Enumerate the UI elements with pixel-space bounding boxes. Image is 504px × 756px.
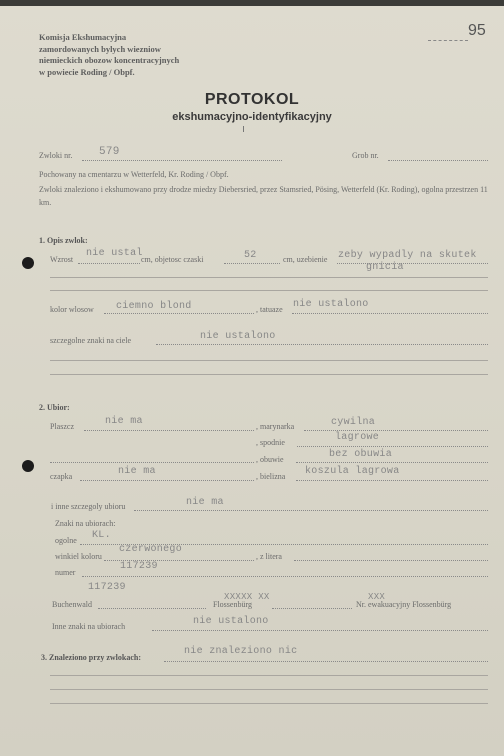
inne-znaki-label: Inne znaki na ubiorach bbox=[52, 622, 126, 631]
buchenwald-line bbox=[98, 608, 206, 609]
page-subtitle: ekshumacyjno-identyfikacyjny bbox=[172, 111, 332, 123]
header-line: w powiecie Roding / Obpf. bbox=[39, 66, 135, 77]
znaki-line bbox=[156, 344, 488, 345]
punch-hole bbox=[22, 460, 34, 472]
bielizna-label: , bielizna bbox=[256, 472, 286, 481]
spodnie-value: lagrowe bbox=[335, 432, 380, 443]
zwloki-value: 579 bbox=[99, 146, 120, 158]
inne-szczegoly-line bbox=[134, 510, 488, 511]
page-number-divider bbox=[428, 40, 468, 41]
litera-line bbox=[294, 560, 488, 561]
plaszcz-value: nie ma bbox=[105, 416, 143, 427]
ruled-line bbox=[50, 360, 488, 361]
flossenburg-line bbox=[272, 608, 352, 609]
pochowany-text: Pochowany na cmentarzu w Wetterfeld, Kr. Roding / Obpf. bbox=[39, 170, 229, 179]
czapka-line bbox=[80, 480, 254, 481]
tatuaze-label: , tatuaze bbox=[256, 305, 283, 314]
czapka-label: czapka bbox=[50, 472, 73, 481]
page-title: PROTOKOL bbox=[204, 91, 300, 108]
obuwie-value: bez obuwia bbox=[329, 449, 393, 460]
znaki-value: nie ustalono bbox=[200, 331, 276, 342]
kolor-label: kolor wlosow bbox=[50, 305, 94, 314]
plaszcz-line bbox=[84, 430, 254, 431]
zwloki-label: Zwloki nr. bbox=[39, 151, 73, 160]
objetosc-label: cm, objetosc czaski bbox=[141, 255, 204, 264]
flossenburg-label: Flossenbürg bbox=[213, 600, 252, 609]
czaska-value: 52 bbox=[244, 250, 257, 261]
section-1-heading: 1. Opis zwlok: bbox=[39, 236, 88, 245]
ogolne-value: KL. bbox=[92, 530, 111, 541]
marynarka-line bbox=[304, 430, 488, 431]
header-line: zamordowanych bylych wiezniow bbox=[39, 43, 161, 54]
numer-repeat-value: 117239 bbox=[88, 582, 126, 593]
section-3-line bbox=[164, 661, 488, 662]
section-3-value: nie znaleziono nic bbox=[184, 646, 298, 657]
nr-ewakuacyjny-label: Nr. ewakuacyjny Flossenbürg bbox=[356, 600, 452, 609]
ruled-line bbox=[50, 374, 488, 375]
buchenwald-label: Buchenwald bbox=[52, 600, 92, 609]
uzebienie-value-2: gnicia bbox=[366, 262, 404, 273]
title-mark bbox=[243, 126, 244, 132]
bielizna-line bbox=[296, 480, 488, 481]
ruled-line bbox=[50, 277, 488, 278]
page-number: 95 bbox=[468, 22, 486, 39]
kolor-value: ciemno blond bbox=[116, 301, 192, 312]
czapka-value: nie ma bbox=[118, 466, 156, 477]
inne-znaki-value: nie ustalono bbox=[193, 616, 269, 627]
uzebienie-label: cm, uzebienie bbox=[283, 255, 328, 264]
bielizna-value: koszula lagrowa bbox=[305, 466, 400, 477]
numer-line bbox=[82, 576, 488, 577]
numer-label: numer bbox=[55, 568, 76, 577]
header-line: Komisja Ekshumacyjna bbox=[39, 32, 127, 42]
numer-value: 117239 bbox=[120, 561, 158, 572]
znaki-label: szczegolne znaki na ciele bbox=[50, 336, 132, 345]
ruled-line bbox=[50, 689, 488, 690]
winkiel-value: czerwonego bbox=[119, 544, 183, 555]
nr-strikeout: XXX bbox=[368, 592, 386, 602]
ruled-line bbox=[50, 675, 488, 676]
grob-label: Grob nr. bbox=[352, 151, 379, 160]
commission-header bbox=[39, 32, 179, 78]
wzrost-value: nie ustal bbox=[86, 248, 143, 259]
obuwie-line bbox=[296, 462, 488, 463]
section-3-heading: 3. Znaleziono przy zwlokach: bbox=[41, 653, 141, 662]
grob-line bbox=[388, 160, 488, 161]
inne-szczegoly-value: nie ma bbox=[186, 497, 224, 508]
tatuaze-value: nie ustalono bbox=[293, 299, 369, 310]
plaszcz-label: Plaszcz bbox=[50, 422, 74, 431]
winkiel-label: winkiel koloru bbox=[55, 552, 102, 561]
ruled-line bbox=[50, 290, 488, 291]
inne-znaki-line bbox=[152, 630, 488, 631]
znaleziono-text: Zwloki znaleziono i ekshumowano przy drodze miedzy Diebersried, przez Stamsried, Pösing, Wetterfeld (Kr. Roding), ogolna przestrzen 11 km. bbox=[39, 185, 488, 207]
scan-edge bbox=[0, 0, 504, 6]
kolor-line bbox=[104, 313, 254, 314]
wzrost-line bbox=[78, 263, 140, 264]
obuwie-label: , obuwie bbox=[256, 455, 284, 464]
ubior-blank-line bbox=[50, 462, 254, 463]
ogolne-label: ogolne bbox=[55, 536, 77, 545]
tatuaze-line bbox=[292, 313, 488, 314]
header-line: niemieckich obozow koncentracyjnych bbox=[39, 55, 180, 65]
uzebienie-value-1: zeby wypadly na skutek bbox=[338, 250, 477, 261]
punch-hole bbox=[22, 257, 34, 269]
zwloki-line bbox=[82, 160, 282, 161]
wzrost-label: Wzrost bbox=[50, 255, 74, 264]
litera-label: , z litera bbox=[256, 552, 282, 561]
section-2-heading: 2. Ubior: bbox=[39, 403, 70, 412]
marynarka-label: , marynarka bbox=[256, 422, 295, 431]
uzebienie-line bbox=[337, 263, 488, 264]
marynarka-value: cywilna bbox=[331, 417, 376, 428]
spodnie-label: , spodnie bbox=[256, 438, 285, 447]
znaki-na-ubiorach-label: Znaki na ubiorach: bbox=[55, 519, 116, 528]
ruled-line bbox=[50, 703, 488, 704]
flossenburg-strikeout: XXXXX XX bbox=[224, 592, 270, 602]
czaska-line bbox=[224, 263, 280, 264]
inne-szczegoly-label: i inne szczegoly ubioru bbox=[51, 502, 126, 511]
spodnie-line bbox=[297, 446, 488, 447]
